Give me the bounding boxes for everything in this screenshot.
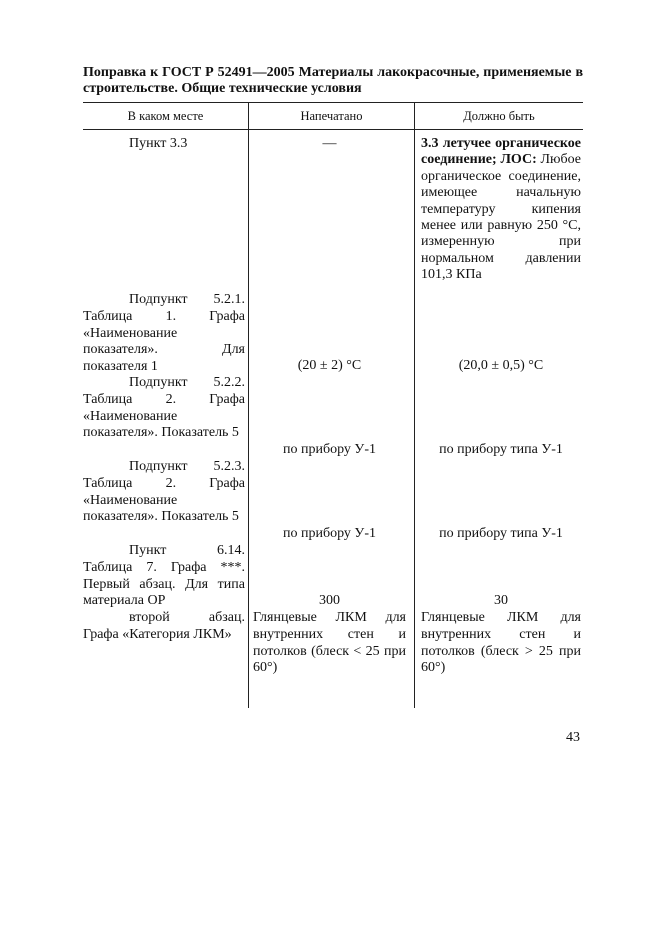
row3-should-be: по прибору типа У-1 [439,442,563,457]
row1-printed: — [322,136,337,151]
row1-should-be [421,136,581,284]
column-divider-1 [248,102,249,708]
page-number: 43 [566,730,580,745]
row3-place: Подпункт 5.2.2. Таблица 2. Графа «Наименование показателя». Показатель 5 [83,375,245,441]
document-title: Поправка к ГОСТ Р 52491—2005 Материалы лакокрасочные, применяемые в строительстве. Общие технические условия [83,65,583,96]
header-should-be: Должно быть [463,109,535,123]
row5-printed-b: Глянцевые ЛКМ для внутренних стен и потолков (блеск < 25 при 60°) [253,610,406,676]
row2-place: Подпункт 5.2.1. Таблица 1. Графа «Наименование показателя». Для показателя 1 [83,292,245,375]
row5-should-be-b: Глянцевые ЛКМ для внутренних стен и потолков (блеск > 25 при 60°) [421,610,581,676]
row4-place: Подпункт 5.2.3. Таблица 2. Графа «Наименование показателя». Показатель 5 [83,459,245,525]
row3-printed: по прибору У-1 [283,442,376,457]
table-header-rule [83,129,583,130]
row1-term: 3.3 летучее органическое соединение; ЛОС: [421,136,581,168]
row5-place-a: Пункт 6.14. Таблица 7. Графа ***. Первый абзац. Для типа материала ОР [83,543,245,609]
row5-printed-a: 300 [319,593,340,608]
column-divider-2 [414,102,415,708]
row1-definition: Любое органическое соединение, имеющее начальную температуру кипения менее или равную 250 °С, измеренную при нормальном давлении 101,3 КПа [421,152,581,283]
row1-place: Пункт 3.3 [129,136,188,151]
row4-printed: по прибору У-1 [283,526,376,541]
table-top-rule [83,102,583,103]
row4-should-be: по прибору типа У-1 [439,526,563,541]
row5-place-b: второй абзац. Графа «Категория ЛКМ» [83,610,245,642]
row2-printed: (20 ± 2) °С [297,358,362,373]
row2-should-be: (20,0 ± 0,5) °С [458,358,544,373]
header-place: В каком месте [127,109,204,123]
row5-should-be-a: 30 [494,593,508,608]
header-printed: Напечатано [300,109,363,123]
